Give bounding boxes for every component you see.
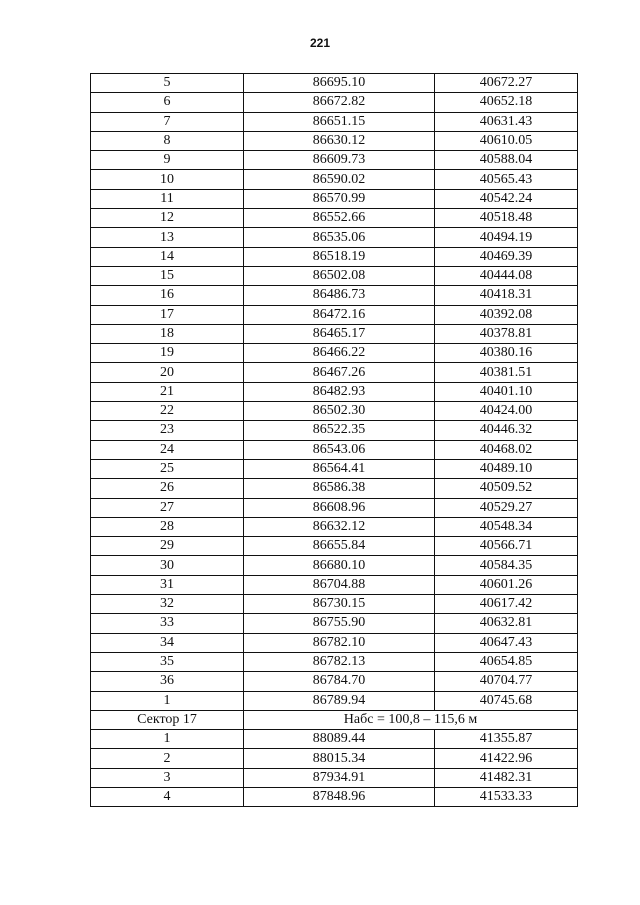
table-row [91, 305, 578, 324]
point-number-cell: 15 [91, 266, 244, 285]
table-row [91, 730, 578, 749]
x-coordinate-cell: 86518.19 [244, 247, 435, 266]
table-row [91, 247, 578, 266]
y-coordinate-cell: 40610.05 [435, 131, 578, 150]
point-number-cell: 34 [91, 633, 244, 652]
x-coordinate-cell: 86465.17 [244, 324, 435, 343]
table-row [91, 189, 578, 208]
sector-label: Сектор 17 [91, 710, 244, 729]
point-number-cell: 30 [91, 556, 244, 575]
point-number-cell: 8 [91, 131, 244, 150]
y-coordinate-cell: 40469.39 [435, 247, 578, 266]
x-coordinate-cell: 86552.66 [244, 209, 435, 228]
x-coordinate-cell: 86586.38 [244, 479, 435, 498]
table-row [91, 286, 578, 305]
table-row [91, 151, 578, 170]
y-coordinate-cell: 40631.43 [435, 112, 578, 131]
y-coordinate-cell: 40468.02 [435, 440, 578, 459]
y-coordinate-cell: 40672.27 [435, 74, 578, 93]
y-coordinate-cell: 40632.81 [435, 614, 578, 633]
x-coordinate-cell: 86467.26 [244, 363, 435, 382]
point-number-cell: 17 [91, 305, 244, 324]
y-coordinate-cell: 41482.31 [435, 768, 578, 787]
x-coordinate-cell: 86472.16 [244, 305, 435, 324]
table-row [91, 266, 578, 285]
table-row [91, 633, 578, 652]
point-number-cell: 12 [91, 209, 244, 228]
point-number-cell: 11 [91, 189, 244, 208]
x-coordinate-cell: 86704.88 [244, 575, 435, 594]
y-coordinate-cell: 40566.71 [435, 537, 578, 556]
y-coordinate-cell: 40745.68 [435, 691, 578, 710]
table-row [91, 691, 578, 710]
x-coordinate-cell: 86608.96 [244, 498, 435, 517]
table-row [91, 74, 578, 93]
point-number-cell: 1 [91, 730, 244, 749]
point-number-cell: 6 [91, 93, 244, 112]
x-coordinate-cell: 86651.15 [244, 112, 435, 131]
y-coordinate-cell: 40548.34 [435, 517, 578, 536]
x-coordinate-cell: 86609.73 [244, 151, 435, 170]
point-number-cell: 18 [91, 324, 244, 343]
y-coordinate-cell: 40381.51 [435, 363, 578, 382]
point-number-cell: 13 [91, 228, 244, 247]
rows-after-sector [91, 730, 578, 807]
x-coordinate-cell: 86680.10 [244, 556, 435, 575]
point-number-cell: 31 [91, 575, 244, 594]
sector-header-group [91, 710, 578, 729]
point-number-cell: 23 [91, 421, 244, 440]
y-coordinate-cell: 40565.43 [435, 170, 578, 189]
y-coordinate-cell: 41422.96 [435, 749, 578, 768]
x-coordinate-cell: 86655.84 [244, 537, 435, 556]
table-row [91, 749, 578, 768]
y-coordinate-cell: 40654.85 [435, 652, 578, 671]
table-row [91, 209, 578, 228]
table-row [91, 228, 578, 247]
table-row [91, 614, 578, 633]
y-coordinate-cell: 40652.18 [435, 93, 578, 112]
page-number: 221 [309, 36, 331, 50]
y-coordinate-cell: 40392.08 [435, 305, 578, 324]
x-coordinate-cell: 86482.93 [244, 382, 435, 401]
x-coordinate-cell: 86755.90 [244, 614, 435, 633]
point-number-cell: 33 [91, 614, 244, 633]
x-coordinate-cell: 86789.94 [244, 691, 435, 710]
x-coordinate-cell: 87848.96 [244, 787, 435, 806]
y-coordinate-cell: 40424.00 [435, 402, 578, 421]
x-coordinate-cell: 86784.70 [244, 672, 435, 691]
x-coordinate-cell: 86782.13 [244, 652, 435, 671]
point-number-cell: 22 [91, 402, 244, 421]
y-coordinate-cell: 40509.52 [435, 479, 578, 498]
y-coordinate-cell: 40542.24 [435, 189, 578, 208]
table-row [91, 112, 578, 131]
x-coordinate-cell: 86466.22 [244, 344, 435, 363]
table-row [91, 768, 578, 787]
point-number-cell: 26 [91, 479, 244, 498]
table-row [91, 652, 578, 671]
table-row [91, 498, 578, 517]
point-number-cell: 3 [91, 768, 244, 787]
table-row [91, 324, 578, 343]
table-row [91, 459, 578, 478]
y-coordinate-cell: 40380.16 [435, 344, 578, 363]
table-row [91, 575, 578, 594]
coordinates-table [90, 73, 578, 807]
sector-header-row [91, 710, 578, 729]
y-coordinate-cell: 40518.48 [435, 209, 578, 228]
x-coordinate-cell: 86564.41 [244, 459, 435, 478]
x-coordinate-cell: 86630.12 [244, 131, 435, 150]
x-coordinate-cell: 88015.34 [244, 749, 435, 768]
table-row [91, 672, 578, 691]
y-coordinate-cell: 40444.08 [435, 266, 578, 285]
y-coordinate-cell: 40647.43 [435, 633, 578, 652]
point-number-cell: 4 [91, 787, 244, 806]
table-row [91, 537, 578, 556]
x-coordinate-cell: 87934.91 [244, 768, 435, 787]
table-row [91, 595, 578, 614]
table-row [91, 170, 578, 189]
sector-height-range: Набс = 100,8 – 115,6 м [244, 710, 578, 729]
point-number-cell: 25 [91, 459, 244, 478]
y-coordinate-cell: 40584.35 [435, 556, 578, 575]
point-number-cell: 28 [91, 517, 244, 536]
y-coordinate-cell: 40704.77 [435, 672, 578, 691]
table-row [91, 382, 578, 401]
table-row [91, 363, 578, 382]
table-row [91, 440, 578, 459]
table-row [91, 421, 578, 440]
x-coordinate-cell: 86590.02 [244, 170, 435, 189]
point-number-cell: 14 [91, 247, 244, 266]
point-number-cell: 16 [91, 286, 244, 305]
y-coordinate-cell: 40588.04 [435, 151, 578, 170]
y-coordinate-cell: 41355.87 [435, 730, 578, 749]
y-coordinate-cell: 40401.10 [435, 382, 578, 401]
point-number-cell: 21 [91, 382, 244, 401]
y-coordinate-cell: 40617.42 [435, 595, 578, 614]
rows-before-sector [91, 74, 578, 711]
table-row [91, 787, 578, 806]
y-coordinate-cell: 40378.81 [435, 324, 578, 343]
y-coordinate-cell: 40529.27 [435, 498, 578, 517]
x-coordinate-cell: 86672.82 [244, 93, 435, 112]
point-number-cell: 29 [91, 537, 244, 556]
table-row [91, 556, 578, 575]
x-coordinate-cell: 86543.06 [244, 440, 435, 459]
table-row [91, 402, 578, 421]
point-number-cell: 35 [91, 652, 244, 671]
point-number-cell: 24 [91, 440, 244, 459]
point-number-cell: 20 [91, 363, 244, 382]
point-number-cell: 7 [91, 112, 244, 131]
table-row [91, 93, 578, 112]
point-number-cell: 5 [91, 74, 244, 93]
y-coordinate-cell: 40601.26 [435, 575, 578, 594]
point-number-cell: 2 [91, 749, 244, 768]
x-coordinate-cell: 86570.99 [244, 189, 435, 208]
x-coordinate-cell: 86730.15 [244, 595, 435, 614]
x-coordinate-cell: 86695.10 [244, 74, 435, 93]
point-number-cell: 9 [91, 151, 244, 170]
point-number-cell: 27 [91, 498, 244, 517]
point-number-cell: 1 [91, 691, 244, 710]
x-coordinate-cell: 86502.30 [244, 402, 435, 421]
x-coordinate-cell: 86632.12 [244, 517, 435, 536]
point-number-cell: 32 [91, 595, 244, 614]
point-number-cell: 10 [91, 170, 244, 189]
y-coordinate-cell: 41533.33 [435, 787, 578, 806]
x-coordinate-cell: 88089.44 [244, 730, 435, 749]
table-row [91, 479, 578, 498]
table-row [91, 517, 578, 536]
y-coordinate-cell: 40418.31 [435, 286, 578, 305]
x-coordinate-cell: 86502.08 [244, 266, 435, 285]
x-coordinate-cell: 86486.73 [244, 286, 435, 305]
y-coordinate-cell: 40489.10 [435, 459, 578, 478]
x-coordinate-cell: 86535.06 [244, 228, 435, 247]
x-coordinate-cell: 86782.10 [244, 633, 435, 652]
point-number-cell: 19 [91, 344, 244, 363]
y-coordinate-cell: 40494.19 [435, 228, 578, 247]
table-row [91, 131, 578, 150]
y-coordinate-cell: 40446.32 [435, 421, 578, 440]
table-row [91, 344, 578, 363]
point-number-cell: 36 [91, 672, 244, 691]
x-coordinate-cell: 86522.35 [244, 421, 435, 440]
